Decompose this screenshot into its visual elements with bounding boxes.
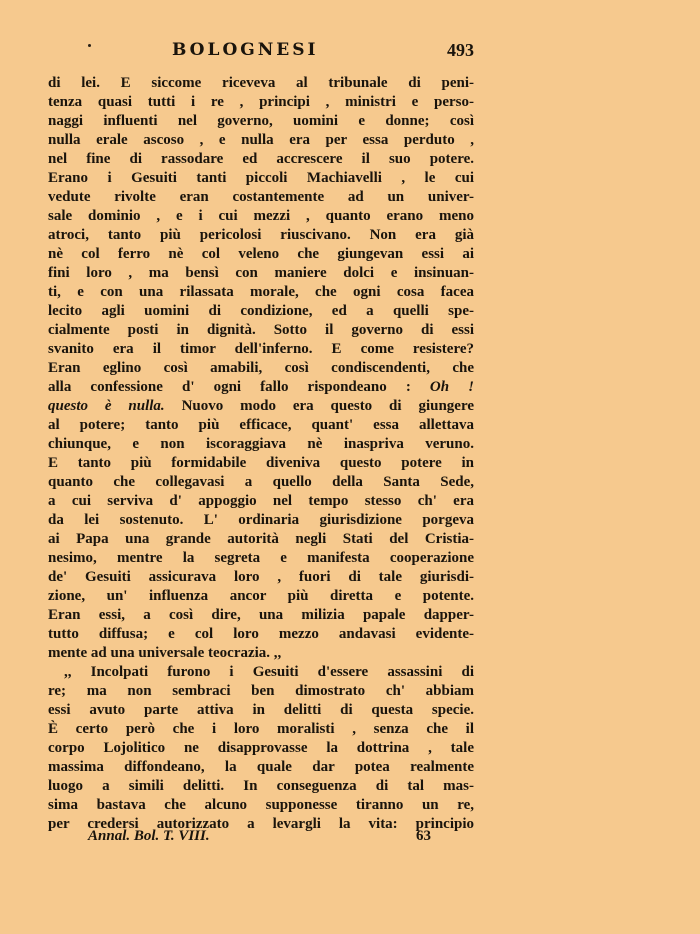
text-line: nel fine di rassodare ed accrescere il suo potere. <box>48 151 474 167</box>
page-footer <box>48 828 474 848</box>
text-segment: Nuovo modo era questo di giungere <box>181 398 474 414</box>
text-line: luogo a simili delitti. In conseguenza di tal mas- <box>48 778 474 794</box>
text-line: di lei. E siccome riceveva al tribunale di peni- <box>48 75 474 91</box>
text-line: Eran essi, a così dire, una milizia papale dapper- <box>48 607 474 623</box>
text-line: da lei sostenuto. L' ordinaria giurisdizione porgeva <box>48 512 474 528</box>
text-line: corpo Lojolitico ne disapprovasse la dottrina , tale <box>48 740 474 756</box>
text-line: essi avuto parte attiva in delitti di questa specie. <box>48 702 474 718</box>
text-line: naggi influenti nel governo, uomini e donne; così <box>48 113 474 129</box>
running-title: BOLOGNESI <box>172 40 319 60</box>
text-line-with-italic <box>48 397 474 416</box>
text-line: per credersi autorizzato a levargli la vita: principio <box>48 816 474 832</box>
text-line: atroci, tanto più pericolosi riuscivano. Non era già <box>48 227 474 243</box>
italic-phrase: questo è nulla. <box>48 398 165 414</box>
text-line: de' Gesuiti assicurava loro , fuori di tale giurisdi- <box>48 569 474 585</box>
text-line: nè col ferro nè col veleno che giungevan essi ai <box>48 246 474 262</box>
text-line: a cui serviva d' appoggio nel tempo stesso ch' era <box>48 493 474 509</box>
text-segment: alla confessione d' ogni fallo rispondeano : <box>48 379 411 395</box>
paragraph-2 <box>48 663 474 834</box>
text-line: tutto diffusa; e col loro mezzo andavasi evidente- <box>48 626 474 642</box>
text-line: cialmente posti in dignità. Sotto il governo di essi <box>48 322 474 338</box>
text-line: chiunque, e non iscoraggiava nè inaspriva veruno. <box>48 436 474 452</box>
text-line: re; ma non sembraci ben dimostrato ch' abbiam <box>48 683 474 699</box>
signature-mark: Annal. Bol. T. VIII. <box>88 828 210 844</box>
text-line: sale dominio , e i cui mezzi , quanto erano meno <box>48 208 474 224</box>
text-line: tenza quasi tutti i re , principi , ministri e perso- <box>48 94 474 110</box>
text-line-with-italic <box>48 378 474 397</box>
text-line: ai Papa una grande autorità negli Stati del Cristia- <box>48 531 474 547</box>
text-line: quanto che collegavasi a quello della Santa Sede, <box>48 474 474 490</box>
text-line: Erano i Gesuiti tanti piccoli Machiavelli , le cui <box>48 170 474 186</box>
text-line: al potere; tanto più efficace, quant' essa allettava <box>48 417 474 433</box>
signature-number: 63 <box>416 828 431 844</box>
text-line: mente ad una universale teocrazia. ,, <box>48 645 282 661</box>
text-line: E tanto più formidabile diveniva questo potere in <box>48 455 474 471</box>
text-line: nulla erale ascoso , e nulla era per essa perduto , <box>48 132 474 148</box>
text-line: fini loro , ma bensì con maniere dolci e insinuan- <box>48 265 474 281</box>
text-line: ,, Incolpati furono i Gesuiti d'essere assassini di <box>64 664 474 680</box>
text-line: svanito era il timor dell'inferno. E come resistere? <box>48 341 474 357</box>
italic-phrase: Oh ! <box>429 379 474 395</box>
text-line: zione, un' influenza ancor più diretta e potente. <box>48 588 474 604</box>
page-header <box>48 40 474 64</box>
page-body <box>48 74 474 834</box>
text-line: Eran eglino così amabili, così condiscendenti, che <box>48 360 474 376</box>
text-line: È certo però che i loro moralisti , senza che il <box>48 721 474 737</box>
text-line: nesimo, mentre la segreta e manifesta cooperazione <box>48 550 474 566</box>
paragraph-1 <box>48 74 474 663</box>
text-line: sima bastava che alcuno supponesse tiranno un re, <box>48 797 474 813</box>
text-line: massima diffondeano, la quale dar potea realmente <box>48 759 474 775</box>
text-line: lecito agli uomini di condizione, ed a quelli spe- <box>48 303 474 319</box>
text-line: ti, e con una rilassata morale, che ogni cosa facea <box>48 284 474 300</box>
text-line: vedute rivolte eran costantemente ad un univer- <box>48 189 474 205</box>
page-number: 493 <box>447 40 474 60</box>
